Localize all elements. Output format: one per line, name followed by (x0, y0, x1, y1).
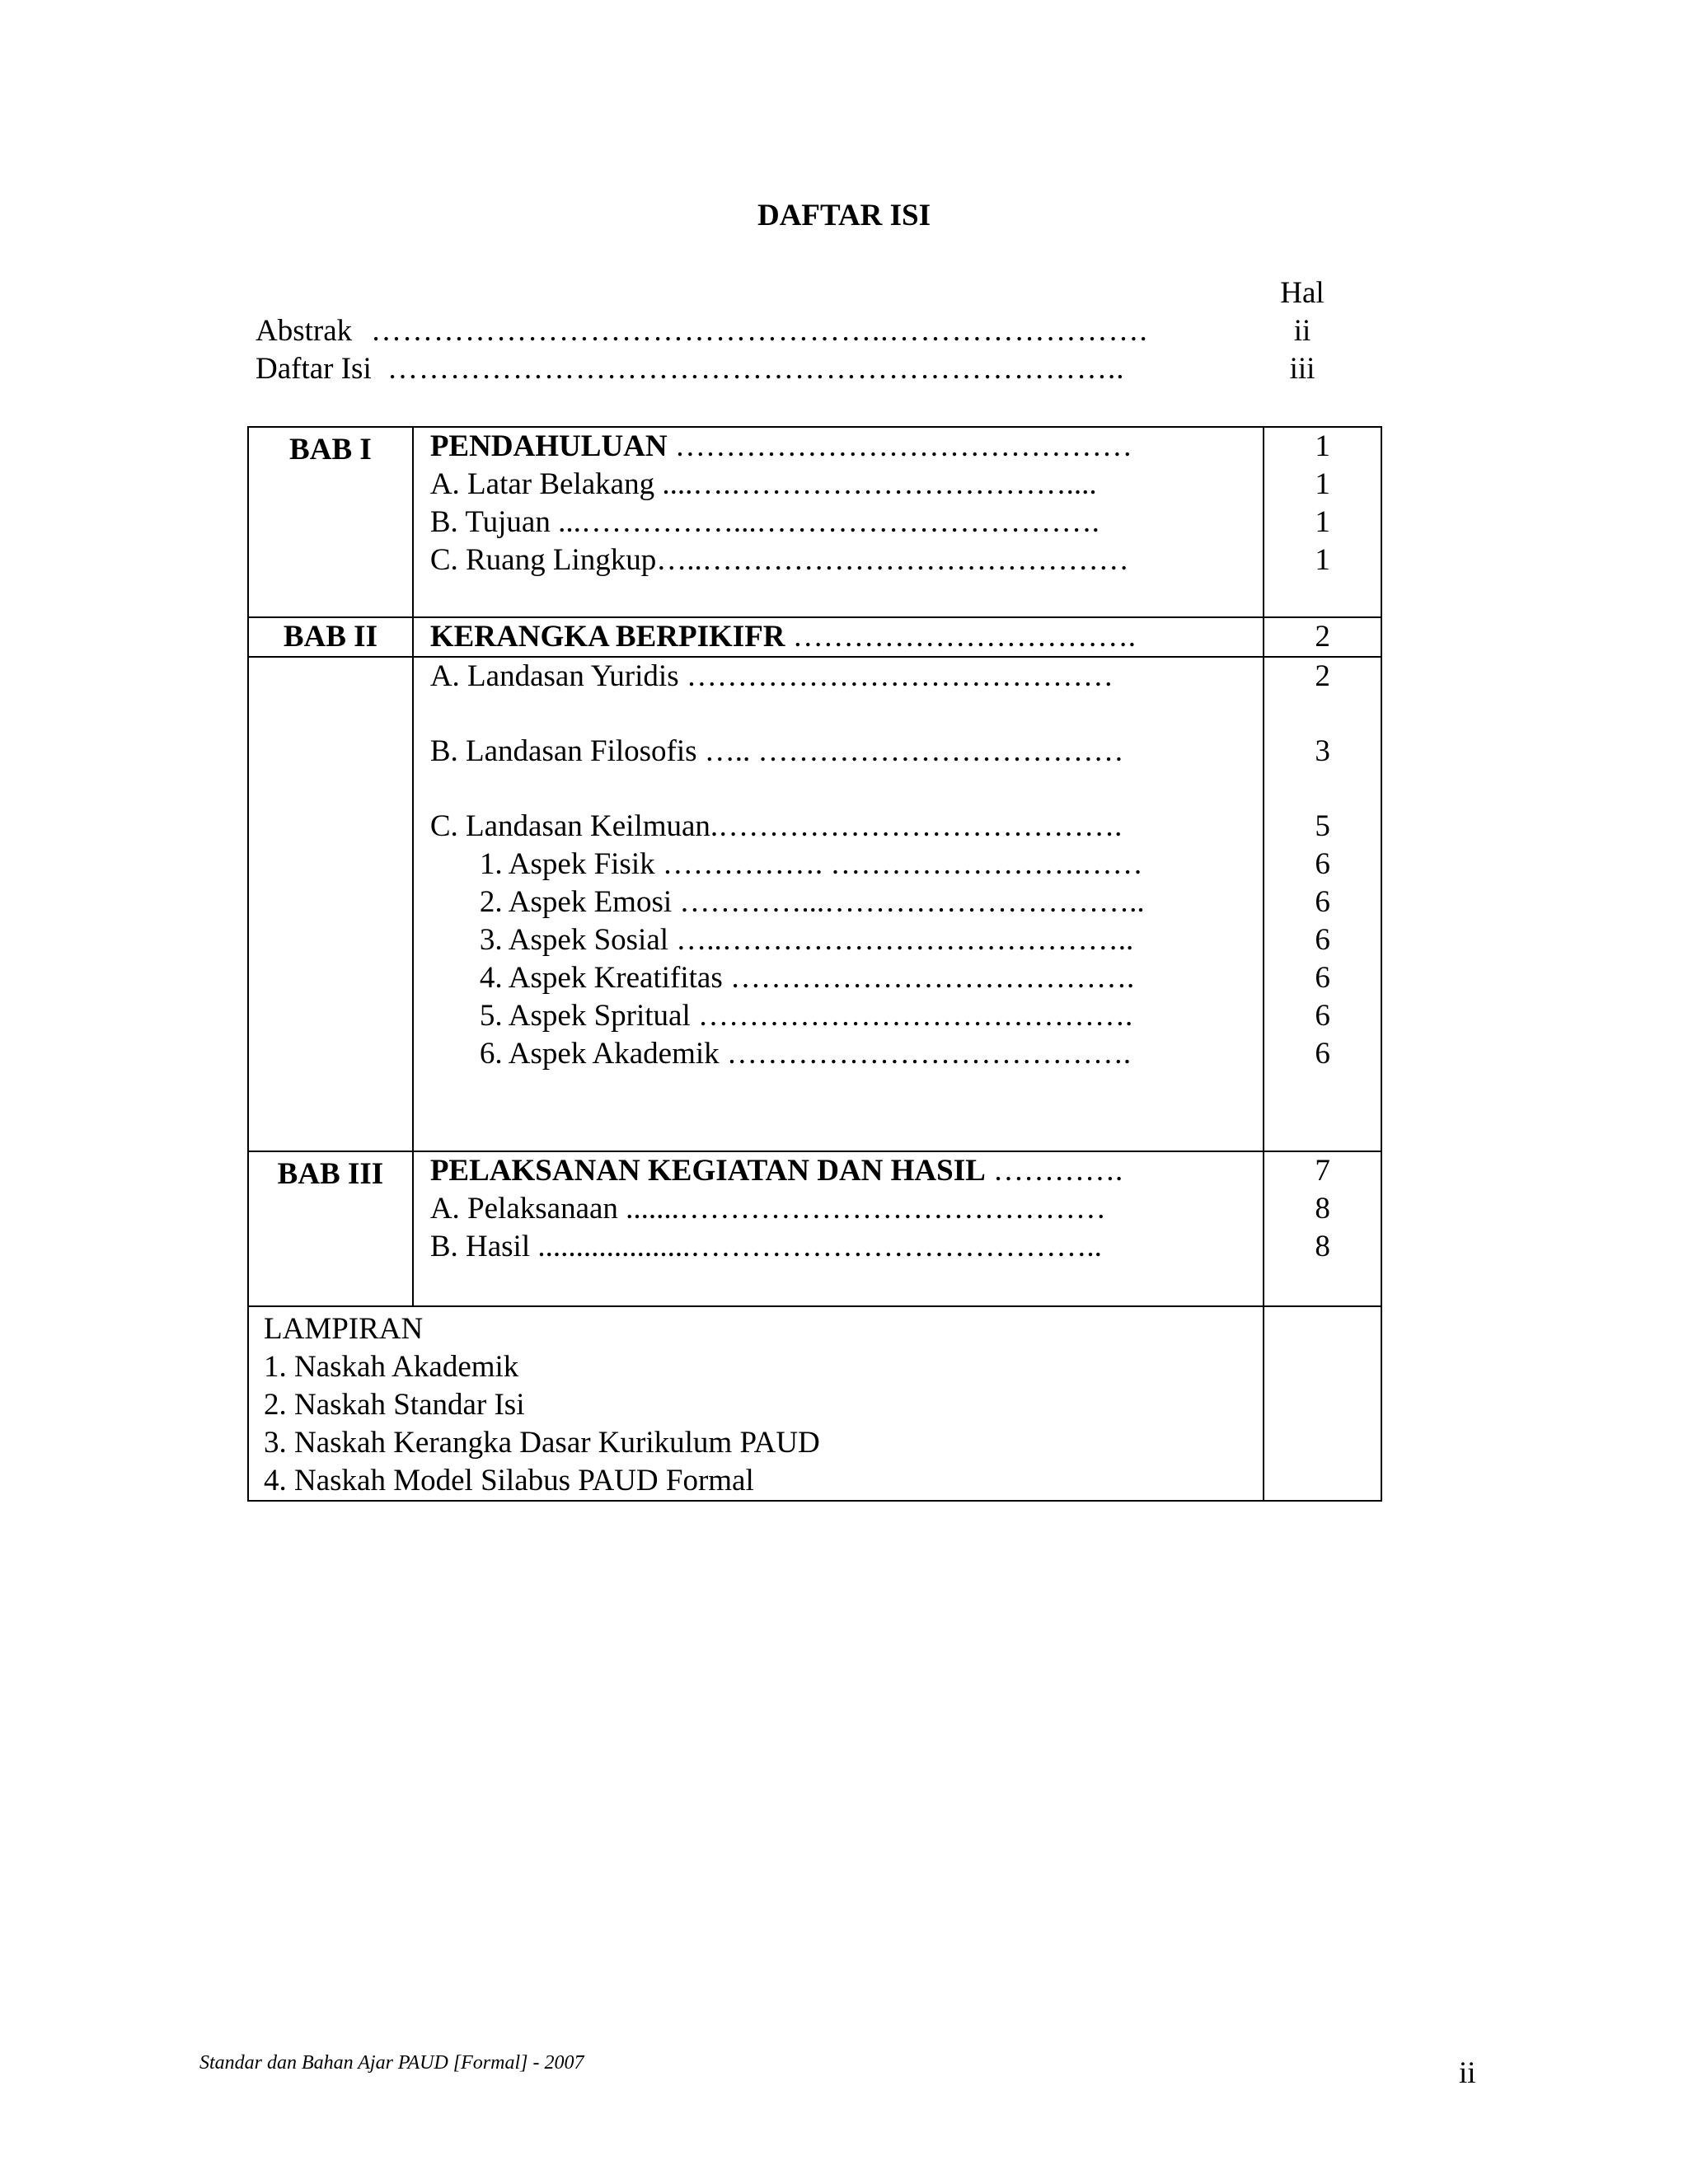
page-number: 6 (1315, 885, 1330, 919)
dot-leader: ……………………………………… (667, 429, 1132, 463)
toc-sub-item: 5. Aspek Spritual ……………………………………. (479, 999, 1133, 1033)
page-column-header: Hal (1280, 276, 1325, 310)
footer-text: Standar dan Bahan Ajar PAUD [Formal] - 2007 (199, 2052, 584, 2074)
chapter-contents (413, 657, 1264, 1151)
toc-item: B. Hasil ....................………………………………….. (429, 1230, 1102, 1263)
page-numbers (1264, 657, 1381, 1151)
page-number: 1 (1315, 467, 1330, 501)
toc-sub-item: 6. Aspek Akademik …………………………………. (479, 1037, 1132, 1071)
page-numbers (1264, 1151, 1381, 1306)
chapter-heading: PENDAHULUAN (429, 429, 668, 463)
chapter-number (248, 1151, 413, 1306)
toc-sub-item: 4. Aspek Kreatifitas …………………………………. (479, 961, 1135, 995)
page-number: 5 (1315, 809, 1330, 843)
page-number: 8 (1315, 1230, 1330, 1263)
chapter-contents (413, 427, 1264, 617)
chapter-heading-line (430, 1152, 1263, 1190)
toc-table (247, 426, 1382, 1502)
chapter-heading-cell (413, 617, 1264, 657)
toc-item: B. Landasan Filosofis ….. ……………………………… (429, 734, 1124, 768)
toc-sub-item: 1. Aspek Fisik ……………. …………………….…… (479, 847, 1143, 881)
page-number: 1 (1315, 505, 1330, 539)
page-numbers (1264, 617, 1381, 657)
dot-leader: ……………………………. (785, 620, 1137, 654)
entry-page: ii (1293, 314, 1311, 348)
lampiran-row (248, 1306, 1381, 1501)
entry-page: iii (1289, 352, 1315, 386)
page-title: DAFTAR ISI (757, 199, 931, 232)
page-number: 3 (1315, 734, 1330, 768)
chapter-number-empty (248, 657, 413, 1151)
footer-page-number: ii (1459, 2056, 1476, 2090)
lampiran-item: 3. Naskah Kerangka Dasar Kurikulum PAUD (264, 1426, 820, 1460)
page-number: 7 (1315, 1154, 1330, 1188)
lampiran-item: 2. Naskah Standar Isi (264, 1388, 525, 1422)
chapter-row-bab-3 (248, 1151, 1381, 1306)
lampiran-item: 1. Naskah Akademik (264, 1350, 519, 1384)
page-number: 6 (1315, 923, 1330, 957)
entry-label: Daftar Isi (256, 352, 372, 386)
chapter-body-bab-2 (248, 657, 1381, 1151)
dot-leader: …………………………………………..……………………. (371, 314, 1148, 348)
toc-item: A. Latar Belakang ....….…………………………….... (429, 467, 1097, 501)
lampiran-title: LAMPIRAN (264, 1312, 424, 1346)
chapter-row-bab-1 (248, 427, 1381, 617)
page-numbers (1264, 427, 1381, 617)
toc-sub-item: 2. Aspek Emosi …………...………………………….. (479, 885, 1145, 919)
chapter-number-label: BAB III (277, 1157, 384, 1191)
toc-item: C. Landasan Keilmuan.…………………………………. (429, 809, 1123, 843)
toc-item: A. Pelaksanaan .......…………………………………… (429, 1192, 1106, 1226)
chapter-contents (413, 1151, 1264, 1306)
chapter-number-label: BAB II (283, 620, 377, 654)
page-number: 1 (1315, 429, 1330, 463)
toc-item: A. Landasan Yuridis …………………………………… (429, 659, 1114, 693)
page-number: 6 (1315, 999, 1330, 1033)
page-numbers-empty (1264, 1306, 1381, 1501)
toc-item: C. Ruang Lingkup…..…………………………………… (429, 543, 1129, 577)
chapter-row-bab-2 (248, 617, 1381, 657)
chapter-heading-line (430, 618, 1263, 654)
page-number: 6 (1315, 847, 1330, 881)
chapter-number (248, 617, 413, 657)
dot-leader: …………………………………………………………….. (387, 352, 1125, 386)
page-number: 6 (1315, 961, 1330, 995)
page-number: 8 (1315, 1192, 1330, 1226)
lampiran-item: 4. Naskah Model Silabus PAUD Formal (264, 1464, 754, 1497)
toc-item: B. Tujuan ...……………...……………………………. (429, 505, 1100, 539)
page-number: 2 (1315, 659, 1330, 693)
chapter-number-label: BAB I (289, 433, 372, 466)
dot-leader: …………. (985, 1154, 1123, 1188)
entry-label: Abstrak (256, 314, 353, 348)
lampiran-contents (248, 1306, 1264, 1501)
page-number: 2 (1315, 620, 1330, 654)
page-number: 6 (1315, 1037, 1330, 1071)
chapter-heading: PELAKSANAN KEGIATAN DAN HASIL (429, 1154, 986, 1188)
chapter-heading: KERANGKA BERPIKIFR (429, 620, 785, 654)
page-number: 1 (1315, 543, 1330, 577)
chapter-heading-line (430, 428, 1263, 466)
chapter-number (248, 427, 413, 617)
toc-sub-item: 3. Aspek Sosial …..………………………………….. (479, 923, 1134, 957)
